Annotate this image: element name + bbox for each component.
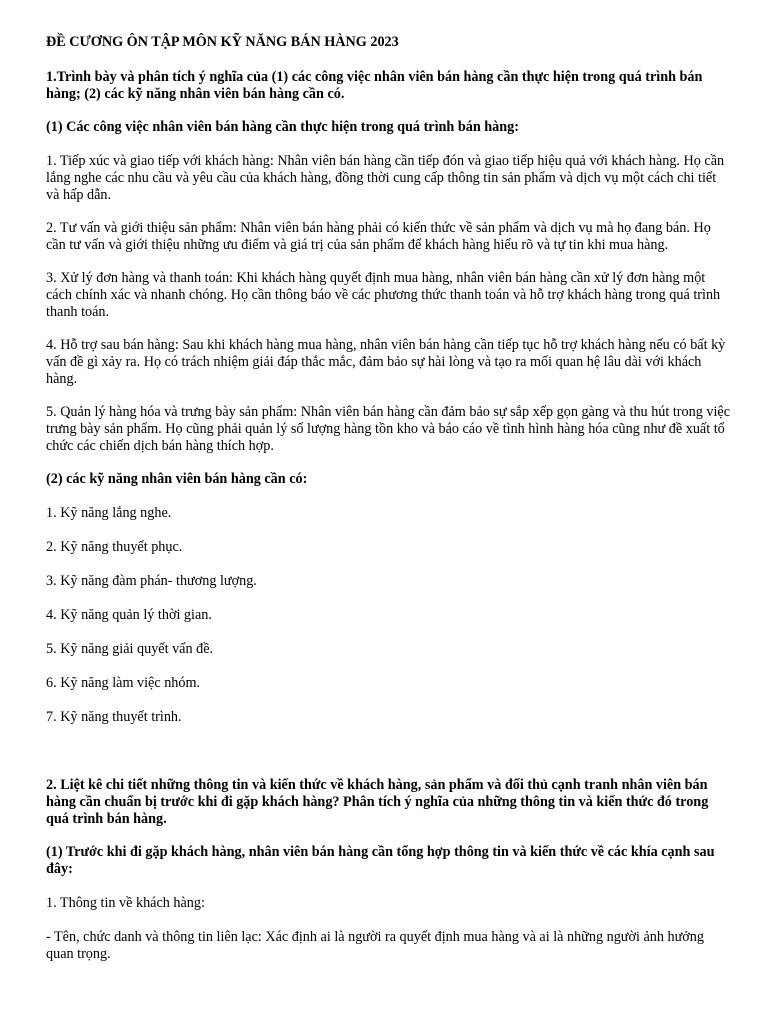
skill-item-4: 4. Kỹ năng quản lý thời gian.	[46, 607, 212, 623]
skill-item-7: 7. Kỹ năng thuyết trình.	[46, 709, 182, 725]
document-title: ĐỀ CƯƠNG ÔN TẬP MÔN KỸ NĂNG BÁN HÀNG 2023	[46, 34, 399, 50]
skill-item-5: 5. Kỹ năng giải quyết vấn đề.	[46, 641, 214, 657]
document-page	[46, 34, 730, 963]
skill-item-1: 1. Kỹ năng lắng nghe.	[46, 505, 172, 521]
question-1: 1.Trình bày và phân tích ý nghĩa của (1) các công việc nhân viên bán hàng cần thực hiện trong quá trình bán hàng; (2) các kỹ năng nhân viên bán hàng cần có.	[46, 69, 703, 102]
task-paragraph-4: 4. Hỗ trợ sau bán hàng: Sau khi khách hàng mua hàng, nhân viên bán hàng cần tiếp tục hỗ trợ khách hàng nếu có bất kỳ vấn đề gì xảy ra. Họ có trách nhiệm giải đáp thắc mắc, đảm bảo sự hài lòng và tạo ra mối quan hệ lâu dài với khách hàng.	[46, 337, 726, 387]
section-3-heading: (1) Trước khi đi gặp khách hàng, nhân viên bán hàng cần tổng hợp thông tin và kiến thức về các khía cạnh sau đây:	[46, 844, 715, 877]
task-paragraph-1: 1. Tiếp xúc và giao tiếp với khách hàng: Nhân viên bán hàng cần tiếp đón và giao tiếp hiệu quả với khách hàng. Họ cần lắng nghe các nhu cầu và yêu cầu của khách hàng, đồng thời cung cấp thông tin sản phẩm và dịch vụ một cách chi tiết và hấp dẫn.	[46, 153, 725, 203]
question-2: 2. Liệt kê chi tiết những thông tin và kiến thức về khách hàng, sản phẩm và đối thủ cạnh tranh nhân viên bán hàng cần chuẩn bị trước khi đi gặp khách hàng? Phân tích ý nghĩa của những thông tin và kiến thức đó trong quá trình bán hàng.	[46, 777, 709, 827]
customer-info-subheading: 1. Thông tin về khách hàng:	[46, 895, 205, 911]
section-2-heading: (2) các kỹ năng nhân viên bán hàng cần có:	[46, 471, 308, 487]
section-1-heading: (1) Các công việc nhân viên bán hàng cần thực hiện trong quá trình bán hàng:	[46, 119, 519, 135]
task-paragraph-5: 5. Quản lý hàng hóa và trưng bày sản phẩm: Nhân viên bán hàng cần đảm bảo sự sắp xếp gọn gàng và thu hút trong việc trưng bày sản phẩm. Họ cũng phải quản lý số lượng hàng tồn kho và báo cáo về tình hình hàng hóa cũng như đề xuất tổ chức các chiến dịch bán hàng thích hợp.	[46, 404, 730, 454]
skill-item-2: 2. Kỹ năng thuyết phục.	[46, 539, 183, 555]
customer-info-bullet: - Tên, chức danh và thông tin liên lạc: Xác định ai là người ra quyết định mua hàng và ai là những người ảnh hưởng quan trọng.	[46, 929, 704, 962]
skill-item-6: 6. Kỹ năng làm việc nhóm.	[46, 675, 201, 691]
skill-item-3: 3. Kỹ năng đàm phán- thương lượng.	[46, 573, 257, 589]
task-paragraph-2: 2. Tư vấn và giới thiệu sản phẩm: Nhân viên bán hàng phải có kiến thức về sản phẩm và dịch vụ mà họ đang bán. Họ cần tư vấn và giới thiệu những ưu điểm và giá trị của sản phẩm để khách hàng hiểu rõ và tự tin khi mua hàng.	[46, 220, 711, 253]
task-paragraph-3: 3. Xử lý đơn hàng và thanh toán: Khi khách hàng quyết định mua hàng, nhân viên bán hàng cần xử lý đơn hàng một cách chính xác và nhanh chóng. Họ cần thông báo về các phương thức thanh toán và hỗ trợ khách hàng trong quá trình thanh toán.	[46, 270, 721, 320]
